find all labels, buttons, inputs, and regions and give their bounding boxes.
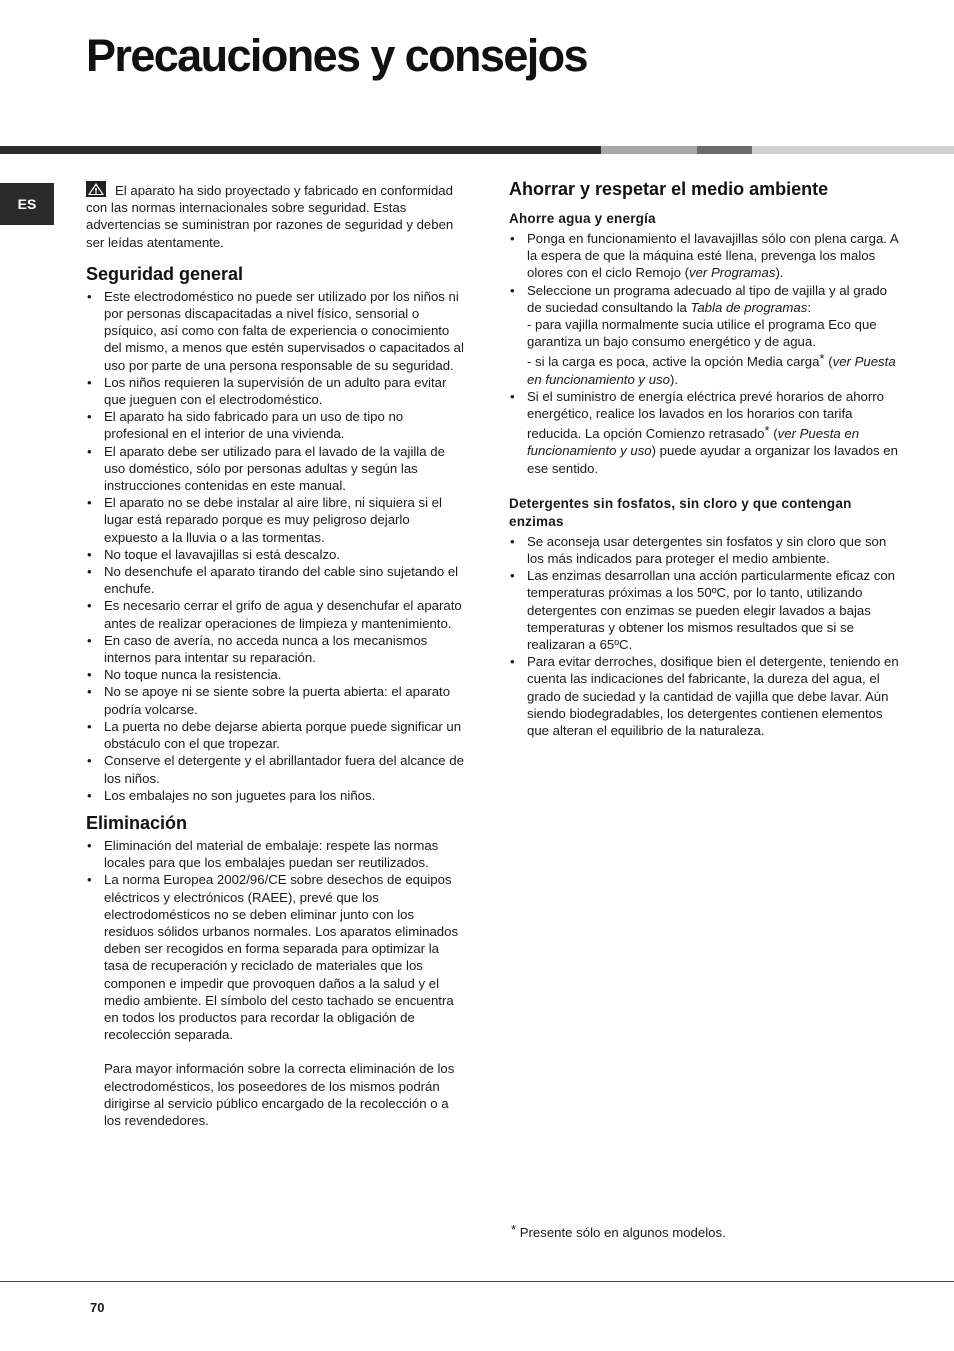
item-text-end: ) puede ayudar a organizar los lavados en ese sentido.: [527, 443, 898, 476]
header-bar-dark: [0, 146, 601, 154]
list-item: • Eliminación del material de embalaje: respete las normas locales para que los embalajes puedan ser reutilizados.: [86, 837, 464, 871]
asterisk-mark: *: [511, 1222, 517, 1237]
list-item: • Las enzimas desarrollan una acción particularmente eficaz con temperaturas próximas a los 50ºC, por lo tanto, utilizando detergentes con enzimas se pueden elegir lavados a bajas temperaturas y obtener los mismos resultados que si se realizaran a 65ºC.: [509, 567, 901, 653]
asterisk-mark: *: [764, 423, 770, 439]
list-item: • En caso de avería, no acceda nunca a los mecanismos internos para intentar su reparación.: [86, 632, 464, 666]
detergentes-list: [509, 533, 901, 739]
right-column: [509, 178, 901, 739]
page-number: 70: [90, 1300, 105, 1315]
list-item: [509, 388, 901, 477]
header-bar-pale: [752, 146, 954, 154]
list-item: • Para evitar derroches, dosifique bien el detergente, teniendo en cuenta las indicaciones del fabricante, la dureza del agua, el grado de suciedad y la cantidad de vajilla que debe lavar. Aún siendo biodegradables, los detergentes contienen elementos que alteran el equilibrio de la naturaleza.: [509, 653, 901, 739]
item-reference: ver Puesta en funcionamiento y uso: [527, 354, 896, 387]
subsection-title-detergentes: Detergentes sin fosfatos, sin cloro y que contengan enzimas: [509, 495, 852, 529]
item-text: Seleccione un programa adecuado al tipo de vajilla y al grado de suciedad consultando la: [527, 282, 887, 315]
ahorro-list: [509, 230, 901, 477]
item-text-end: ).: [669, 371, 679, 387]
left-column: [86, 181, 464, 1129]
list-item: • No toque nunca la resistencia.: [86, 666, 464, 683]
section-title-seguridad: Seguridad general: [86, 263, 244, 284]
footnote-text: Presente sólo en algunos modelos.: [516, 1225, 726, 1240]
item-text: Ponga en funcionamiento el lavavajillas sólo con plena carga. A la espera de que la máquina esté llena, prevenga los malos olores con el ciclo Remojo (: [527, 231, 898, 281]
item-reference: Tabla de programas: [690, 299, 808, 315]
list-item: • Este electrodoméstico no puede ser utilizado por los niños ni por personas discapacitadas a nivel físico, sensorial o psíquico, así como con falta de experiencia o conocimiento del mismo, a menos que estén supervisados o capacitados al uso por parte de una persona responsable de su seguridad.: [86, 288, 464, 374]
list-item: • El aparato no se debe instalar al aire libre, ni siquiera si el lugar está reparado porque es muy peligroso dejarlo expuesto a la lluvia o a las tormentas.: [86, 494, 464, 546]
list-item: • Los embalajes no son juguetes para los niños.: [86, 787, 464, 804]
item-line-media-carga: - si la carga es poca, active la opción Media carga: [527, 354, 820, 370]
item-text-end: :: [807, 299, 811, 315]
list-item: • No toque el lavavajillas si está descalzo.: [86, 546, 464, 563]
list-item: • Se aconseja usar detergentes sin fosfatos y sin cloro que son los más indicados para proteger el medio ambiente.: [509, 533, 901, 567]
item-text-end: ).: [775, 265, 784, 281]
asterisk-mark: *: [819, 351, 825, 367]
seguridad-list: [86, 288, 464, 804]
list-item: • La norma Europea 2002/96/CE sobre desechos de equipos eléctricos y electrónicos (RAEE), prevé que los electrodomésticos no se deben eliminar junto con los residuos sólidos urbanos normales. Los aparatos eliminados deben ser recogidos en forma separada para optimizar la tasa de recuperación y reciclado de materiales que los componen e impedir que provoquen daños a la salud y el medio ambiente. El símbolo del cesto tachado se encuentra en todos los productos para recordar la obligación de recolección separada.: [86, 871, 464, 1043]
footer-rule: [0, 1281, 954, 1282]
eliminacion-list: [86, 837, 464, 1043]
intro-paragraph: [86, 181, 464, 251]
section-title-eliminacion: Eliminación: [86, 812, 188, 833]
warning-icon: [86, 181, 106, 197]
list-item: • El aparato debe ser utilizado para el lavado de la vajilla de uso doméstico, sólo por personas adultas y según las instrucciones contenidas en este manual.: [86, 443, 464, 495]
list-item: [509, 230, 901, 282]
list-item: • El aparato ha sido fabricado para un uso de tipo no profesional en el interior de una vivienda.: [86, 408, 464, 442]
section-title-medio-ambiente: Ahorrar y respetar el medio ambiente: [509, 179, 829, 199]
list-item: • No se apoye ni se siente sobre la puerta abierta: el aparato podría volcarse.: [86, 683, 464, 717]
item-line-eco: - para vajilla normalmente sucia utilice el programa Eco que garantiza un bajo consumo energético y de agua.: [527, 317, 877, 350]
header-bar-medium: [697, 146, 752, 154]
list-item: [509, 282, 901, 388]
item-reference: ver Programas: [688, 265, 776, 281]
item-reference: ver Puesta en funcionamiento y uso: [527, 426, 860, 459]
paren-open: (: [769, 426, 778, 442]
language-tab: ES: [0, 183, 54, 225]
footnote: [511, 1222, 726, 1240]
item-text: Si el suministro de energía eléctrica prevé horarios de ahorro energético, realice los lavados en los horarios con tarifa reducida. La opción Comienzo retrasado: [527, 388, 884, 442]
list-item: • No desenchufe el aparato tirando del cable sino sujetando el enchufe.: [86, 563, 464, 597]
intro-text: El aparato ha sido proyectado y fabricado en conformidad con las normas internacionales sobre seguridad. Estas advertencias se suministran por razones de seguridad y deben ser leídas atentamente.: [86, 183, 454, 250]
list-item: • Los niños requieren la supervisión de un adulto para evitar que jueguen con el electrodoméstico.: [86, 374, 464, 408]
subsection-title-ahorro: Ahorre agua y energía: [509, 211, 656, 226]
list-item: • La puerta no debe dejarse abierta porque puede significar un obstáculo con el que tropezar.: [86, 718, 464, 752]
list-item: • Conserve el detergente y el abrillantador fuera del alcance de los niños.: [86, 752, 464, 786]
eliminacion-note: Para mayor información sobre la correcta eliminación de los electrodomésticos, los poseedores de los mismos podrán dirigirse al servicio público encargado de la recolección o a los revendedores.: [104, 1061, 455, 1128]
header-bar-light: [601, 146, 697, 154]
list-item: • Es necesario cerrar el grifo de agua y desenchufar el aparato antes de realizar operaciones de limpieza y mantenimiento.: [86, 597, 464, 631]
paren-open: (: [824, 354, 833, 370]
page-title: Precauciones y consejos: [86, 30, 587, 81]
